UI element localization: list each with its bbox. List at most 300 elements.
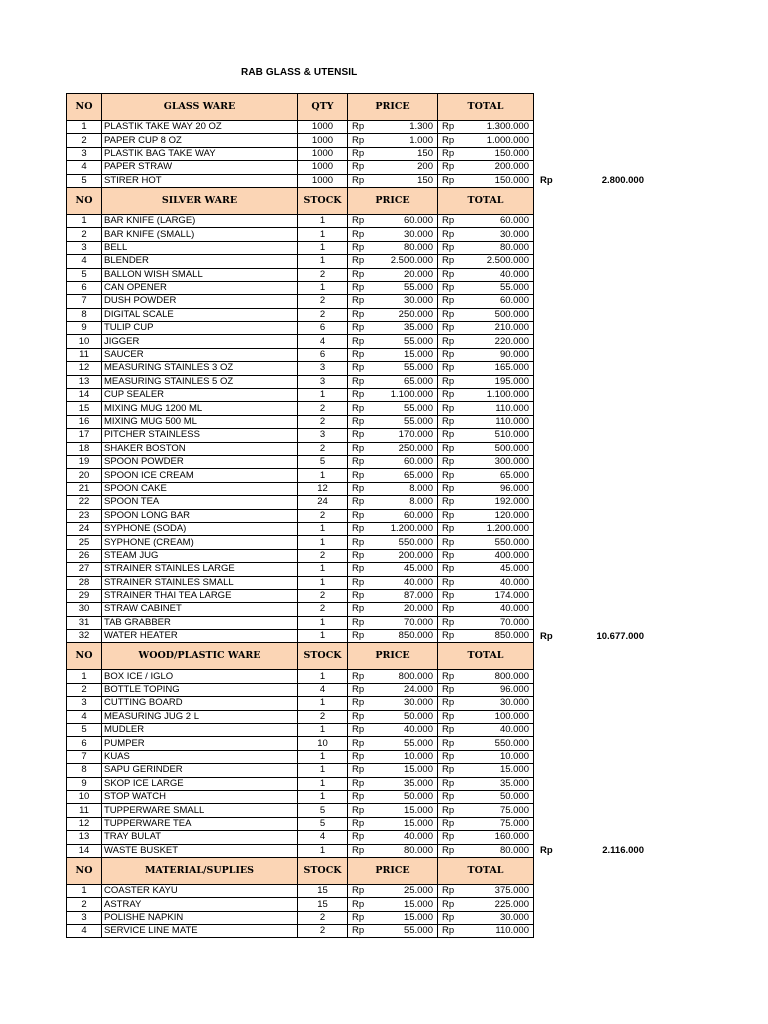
row-number: 24 [67,522,102,535]
item-qty: 1 [298,576,348,589]
item-total: 40.000 [466,724,534,737]
item-price: 15.000 [376,898,438,911]
item-qty: 1 [298,241,348,254]
item-price: 40.000 [376,576,438,589]
table-row [67,603,534,616]
row-number: 1 [67,214,102,227]
table-row [67,348,534,361]
item-total: 15.000 [466,764,534,777]
item-price: 80.000 [376,241,438,254]
price-currency: Rp [348,496,376,509]
item-qty: 5 [298,817,348,830]
price-currency: Rp [348,348,376,361]
item-total: 110.000 [466,415,534,428]
total-currency: Rp [438,281,466,294]
item-price: 55.000 [376,737,438,750]
table-row [67,121,534,134]
item-name: WATER HEATER [102,630,298,643]
table-row [67,563,534,576]
item-qty: 1 [298,724,348,737]
item-price: 40.000 [376,831,438,844]
item-name: PLASTIK TAKE WAY 20 OZ [102,121,298,134]
total-currency: Rp [438,147,466,160]
item-qty: 2 [298,402,348,415]
price-currency: Rp [348,241,376,254]
table-row [67,375,534,388]
item-price: 1.000 [376,134,438,147]
table-row [67,228,534,241]
table-row [67,790,534,803]
total-currency: Rp [438,402,466,415]
item-name: BOX ICE / IGLO [102,670,298,683]
total-currency: Rp [438,576,466,589]
price-currency: Rp [348,576,376,589]
item-total: 30.000 [466,697,534,710]
total-currency: Rp [438,415,466,428]
price-currency: Rp [348,174,376,187]
item-qty: 2 [298,415,348,428]
row-number: 10 [67,790,102,803]
table-row [67,389,534,402]
price-currency: Rp [348,415,376,428]
price-currency: Rp [348,683,376,696]
item-name: TULIP CUP [102,322,298,335]
header-item-name: WOOD/PLASTIC WARE [102,643,298,670]
item-total: 165.000 [466,362,534,375]
item-total: 400.000 [466,549,534,562]
table-row [67,536,534,549]
table-row [67,322,534,335]
row-number: 11 [67,348,102,361]
item-name: ASTRAY [102,898,298,911]
price-currency: Rp [348,616,376,629]
table-row [67,147,534,160]
item-price: 250.000 [376,308,438,321]
header-total: TOTAL [438,94,534,121]
item-name: SAPU GERINDER [102,764,298,777]
header-no: NO [67,94,102,121]
item-qty: 4 [298,831,348,844]
table-row [67,764,534,777]
item-name: STOP WATCH [102,790,298,803]
price-currency: Rp [348,724,376,737]
item-total: 510.000 [466,429,534,442]
price-currency: Rp [348,536,376,549]
item-qty: 5 [298,455,348,468]
item-price: 55.000 [376,362,438,375]
item-qty: 1 [298,214,348,227]
table-row [67,737,534,750]
price-currency: Rp [348,804,376,817]
item-name: MUDLER [102,724,298,737]
item-total: 40.000 [466,268,534,281]
item-name: SPOON TEA [102,496,298,509]
total-currency: Rp [438,308,466,321]
item-price: 15.000 [376,804,438,817]
item-total: 30.000 [466,911,534,924]
price-currency: Rp [348,335,376,348]
row-number: 1 [67,670,102,683]
price-currency: Rp [348,214,376,227]
item-name: COASTER KAYU [102,884,298,897]
row-number: 8 [67,764,102,777]
table-row [67,911,534,924]
row-number: 4 [67,925,102,938]
item-total: 96.000 [466,482,534,495]
row-number: 28 [67,576,102,589]
item-total: 500.000 [466,308,534,321]
total-currency: Rp [438,884,466,897]
item-name: MEASURING STAINLES 3 OZ [102,362,298,375]
row-number: 20 [67,469,102,482]
item-price: 2.500.000 [376,255,438,268]
table-row [67,415,534,428]
table-row [67,455,534,468]
item-total: 150.000 [466,174,534,187]
item-name: PUMPER [102,737,298,750]
row-number: 12 [67,362,102,375]
row-number: 25 [67,536,102,549]
table-row [67,683,534,696]
header-item-name: GLASS WARE [102,94,298,121]
item-price: 80.000 [376,844,438,857]
table-row [67,710,534,723]
row-number: 6 [67,281,102,294]
item-name: STRAINER STAINLES SMALL [102,576,298,589]
item-name: SPOON POWDER [102,455,298,468]
item-name: STEAM JUG [102,549,298,562]
item-name: SPOON ICE CREAM [102,469,298,482]
item-qty: 15 [298,884,348,897]
price-currency: Rp [348,134,376,147]
item-name: PAPER STRAW [102,161,298,174]
item-qty: 2 [298,442,348,455]
item-qty: 1 [298,616,348,629]
item-qty: 10 [298,737,348,750]
item-name: MEASURING JUG 2 L [102,710,298,723]
row-number: 22 [67,496,102,509]
item-name: MIXING MUG 500 ML [102,415,298,428]
item-total: 30.000 [466,228,534,241]
total-currency: Rp [438,362,466,375]
total-currency: Rp [438,348,466,361]
item-price: 65.000 [376,375,438,388]
item-total: 195.000 [466,375,534,388]
item-total: 110.000 [466,925,534,938]
total-currency: Rp [438,241,466,254]
item-name: BALLON WISH SMALL [102,268,298,281]
item-qty: 1 [298,764,348,777]
total-currency: Rp [438,482,466,495]
item-price: 200.000 [376,549,438,562]
row-number: 14 [67,844,102,857]
item-name: MEASURING STAINLES 5 OZ [102,375,298,388]
item-qty: 1 [298,536,348,549]
header-no: NO [67,857,102,884]
item-total: 192.000 [466,496,534,509]
item-total: 55.000 [466,281,534,294]
header-price: PRICE [348,857,438,884]
item-price: 150 [376,147,438,160]
item-total: 220.000 [466,335,534,348]
item-price: 35.000 [376,322,438,335]
item-name: TUPPERWARE TEA [102,817,298,830]
item-price: 10.000 [376,750,438,763]
table-row [67,268,534,281]
total-currency: Rp [438,295,466,308]
item-name: BELL [102,241,298,254]
item-total: 174.000 [466,589,534,602]
row-number: 4 [67,161,102,174]
item-name: SAUCER [102,348,298,361]
total-currency: Rp [438,255,466,268]
row-number: 3 [67,911,102,924]
row-number: 7 [67,750,102,763]
item-price: 1.300 [376,121,438,134]
item-total: 1.200.000 [466,522,534,535]
item-qty: 12 [298,482,348,495]
price-currency: Rp [348,429,376,442]
item-price: 200 [376,161,438,174]
table-row [67,281,534,294]
total-currency: Rp [438,335,466,348]
item-total: 60.000 [466,214,534,227]
price-currency: Rp [348,469,376,482]
price-currency: Rp [348,750,376,763]
table-row [67,576,534,589]
total-currency: Rp [438,925,466,938]
price-currency: Rp [348,268,376,281]
item-price: 55.000 [376,402,438,415]
total-currency: Rp [438,724,466,737]
table-row [67,402,534,415]
item-price: 150 [376,174,438,187]
total-currency: Rp [438,630,466,643]
item-qty: 2 [298,509,348,522]
item-name: STIRER HOT [102,174,298,187]
price-currency: Rp [348,549,376,562]
row-number: 2 [67,898,102,911]
price-currency: Rp [348,121,376,134]
section-header-row [67,94,534,121]
header-no: NO [67,643,102,670]
total-currency: Rp [438,790,466,803]
price-currency: Rp [348,147,376,160]
item-name: BAR KNIFE (SMALL) [102,228,298,241]
price-currency: Rp [348,322,376,335]
row-number: 10 [67,335,102,348]
row-number: 6 [67,737,102,750]
item-name: TUPPERWARE SMALL [102,804,298,817]
item-price: 35.000 [376,777,438,790]
item-qty: 2 [298,549,348,562]
item-total: 850.000 [466,630,534,643]
section-header-row [67,857,534,884]
row-number: 21 [67,482,102,495]
total-currency: Rp [438,670,466,683]
total-currency: Rp [438,737,466,750]
item-total: 90.000 [466,348,534,361]
item-price: 40.000 [376,724,438,737]
item-total: 150.000 [466,147,534,160]
total-currency: Rp [438,496,466,509]
item-qty: 2 [298,295,348,308]
item-price: 800.000 [376,670,438,683]
item-price: 15.000 [376,764,438,777]
item-price: 65.000 [376,469,438,482]
header-qty: STOCK [298,187,348,214]
table-row [67,241,534,254]
item-price: 15.000 [376,348,438,361]
item-qty: 2 [298,925,348,938]
price-currency: Rp [348,589,376,602]
table-row [67,429,534,442]
row-number: 7 [67,295,102,308]
header-total: TOTAL [438,187,534,214]
row-number: 29 [67,589,102,602]
price-currency: Rp [348,255,376,268]
row-number: 31 [67,616,102,629]
total-currency: Rp [438,804,466,817]
total-currency: Rp [438,322,466,335]
item-price: 8.000 [376,482,438,495]
table-row [67,817,534,830]
price-currency: Rp [348,737,376,750]
row-number: 23 [67,509,102,522]
section-subtotal: 10.677.000 [596,630,644,642]
row-number: 27 [67,563,102,576]
subtotal-currency: Rp [540,630,553,642]
item-price: 55.000 [376,281,438,294]
total-currency: Rp [438,750,466,763]
item-price: 20.000 [376,603,438,616]
item-qty: 5 [298,804,348,817]
item-total: 1.000.000 [466,134,534,147]
total-currency: Rp [438,429,466,442]
item-price: 45.000 [376,563,438,576]
row-number: 19 [67,455,102,468]
total-currency: Rp [438,683,466,696]
item-total: 100.000 [466,710,534,723]
item-total: 160.000 [466,831,534,844]
item-name: BAR KNIFE (LARGE) [102,214,298,227]
total-currency: Rp [438,697,466,710]
total-currency: Rp [438,536,466,549]
row-number: 12 [67,817,102,830]
row-number: 9 [67,777,102,790]
item-price: 60.000 [376,509,438,522]
total-currency: Rp [438,455,466,468]
price-currency: Rp [348,161,376,174]
price-currency: Rp [348,630,376,643]
price-currency: Rp [348,764,376,777]
price-currency: Rp [348,844,376,857]
total-currency: Rp [438,522,466,535]
row-number: 13 [67,831,102,844]
item-name: KUAS [102,750,298,763]
table-row [67,335,534,348]
total-currency: Rp [438,898,466,911]
item-name: SYPHONE (CREAM) [102,536,298,549]
item-qty: 1 [298,522,348,535]
row-number: 5 [67,724,102,737]
item-qty: 15 [298,898,348,911]
item-price: 50.000 [376,790,438,803]
header-qty: STOCK [298,857,348,884]
price-currency: Rp [348,522,376,535]
price-currency: Rp [348,911,376,924]
item-name: CAN OPENER [102,281,298,294]
total-currency: Rp [438,589,466,602]
item-price: 55.000 [376,925,438,938]
price-currency: Rp [348,898,376,911]
table-row [67,616,534,629]
price-currency: Rp [348,710,376,723]
item-price: 25.000 [376,884,438,897]
item-qty: 2 [298,603,348,616]
item-price: 850.000 [376,630,438,643]
section-subtotal: 2.116.000 [602,845,644,857]
total-currency: Rp [438,509,466,522]
item-name: CUP SEALER [102,389,298,402]
price-currency: Rp [348,831,376,844]
item-name: STRAW CABINET [102,603,298,616]
item-qty: 4 [298,683,348,696]
item-total: 550.000 [466,737,534,750]
row-number: 8 [67,308,102,321]
item-total: 75.000 [466,804,534,817]
row-number: 30 [67,603,102,616]
row-number: 17 [67,429,102,442]
item-name: JIGGER [102,335,298,348]
price-currency: Rp [348,228,376,241]
item-qty: 1000 [298,121,348,134]
item-name: MIXING MUG 1200 ML [102,402,298,415]
price-currency: Rp [348,790,376,803]
table-row [67,844,534,857]
table-row [67,724,534,737]
section-header-row [67,643,534,670]
item-qty: 1 [298,255,348,268]
item-name: PITCHER STAINLESS [102,429,298,442]
price-currency: Rp [348,697,376,710]
price-currency: Rp [348,884,376,897]
table-row [67,255,534,268]
item-total: 1.100.000 [466,389,534,402]
item-price: 30.000 [376,228,438,241]
item-qty: 2 [298,911,348,924]
header-price: PRICE [348,187,438,214]
row-number: 13 [67,375,102,388]
table-row [67,161,534,174]
total-currency: Rp [438,134,466,147]
item-price: 550.000 [376,536,438,549]
item-total: 120.000 [466,509,534,522]
table-row [67,670,534,683]
row-number: 15 [67,402,102,415]
price-currency: Rp [348,308,376,321]
table-row [67,630,534,643]
total-currency: Rp [438,121,466,134]
item-total: 75.000 [466,817,534,830]
item-name: DIGITAL SCALE [102,308,298,321]
total-currency: Rp [438,603,466,616]
item-price: 55.000 [376,335,438,348]
table-row [67,509,534,522]
price-currency: Rp [348,362,376,375]
table-row [67,469,534,482]
total-currency: Rp [438,375,466,388]
